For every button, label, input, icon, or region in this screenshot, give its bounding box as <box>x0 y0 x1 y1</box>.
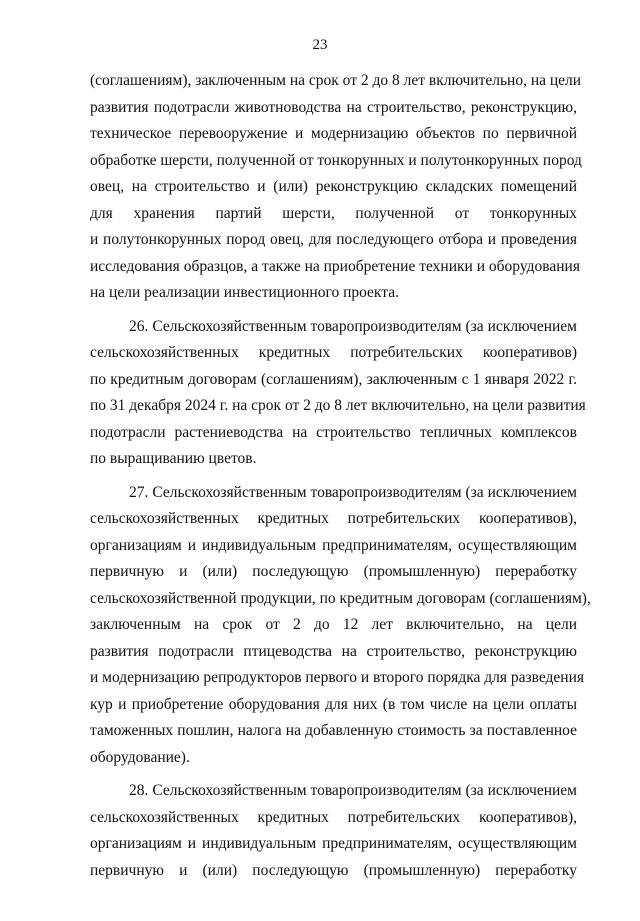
text-line: по кредитным договорам (соглашениям), заключенным с 1 января 2022 г. <box>90 370 577 388</box>
text-line: первичную и (или) последующую (промышленную) переработку <box>90 861 577 879</box>
text-line: таможенных пошлин, налога на добавленную стоимость за поставленное <box>90 722 577 739</box>
text-line: заключенным на срок от 2 до 12 лет включительно, на цели <box>90 616 577 633</box>
text-line: по 31 декабря 2024 г. на срок от 2 до 8 лет включительно, на цели развития <box>90 397 586 414</box>
text-line: 27. Сельскохозяйственным товаропроизводителям (за исключением <box>129 483 577 501</box>
text-line: (соглашениям), заключенным на срок от 2 до 8 лет включительно, на цели <box>90 72 582 89</box>
text-line: сельскохозяйственных кредитных потребительских кооперативов) <box>90 344 577 361</box>
text-line: овец, на строительство и (или) реконструкцию складских помещений <box>90 178 577 195</box>
text-line: развития подотрасли животноводства на строительство, реконструкцию, <box>90 98 577 116</box>
text-line: 28. Сельскохозяйственным товаропроизводителям (за исключением <box>129 782 577 799</box>
text-line: развития подотрасли птицеводства на строительство, реконструкцию <box>90 642 577 660</box>
text-line: сельскохозяйственных кредитных потребительских кооперативов), <box>90 808 577 826</box>
text-line: организациям и индивидуальным предпринимателям, осуществляющим <box>90 835 577 852</box>
text-line: и модернизацию репродукторов первого и второго порядка для разведения <box>90 669 585 686</box>
text-line: обработке шерсти, полученной от тонкорунных и полутонкорунных пород <box>90 151 582 169</box>
text-line: 26. Сельскохозяйственным товаропроизводителям (за исключением <box>129 317 577 335</box>
text-line: организациям и индивидуальным предпринимателям, осуществляющим <box>90 536 577 554</box>
text-line: по выращиванию цветов. <box>90 450 257 467</box>
text-line: для хранения партий шерсти, полученной от тонкорунных <box>90 204 577 222</box>
text-line: исследования образцов, а также на приобретение техники и оборудования <box>90 257 580 275</box>
document-body <box>90 68 591 884</box>
paragraph-gap <box>90 771 577 778</box>
text-line: сельскохозяйственной продукции, по кредитным договорам (соглашениям), <box>90 589 591 607</box>
paragraph-gap <box>90 473 577 480</box>
page-number: 23 <box>312 37 328 53</box>
text-line: на цели реализации инвестиционного проекта. <box>90 284 399 301</box>
text-line: кур и приобретение оборудования для них (в том числе на цели оплаты <box>90 695 577 713</box>
text-line: оборудование). <box>90 748 190 766</box>
text-line: первичную и (или) последующую (промышленную) переработку <box>90 563 577 580</box>
text-line: и полутонкорунных пород овец, для последующего отбора и проведения <box>90 231 577 248</box>
text-line: подотрасли растениеводства на строительство тепличных комплексов <box>90 423 577 441</box>
text-line: техническое перевооружение и модернизацию объектов по первичной <box>90 125 577 142</box>
text-line: сельскохозяйственных кредитных потребительских кооперативов), <box>90 510 577 527</box>
paragraph-gap <box>90 307 577 314</box>
